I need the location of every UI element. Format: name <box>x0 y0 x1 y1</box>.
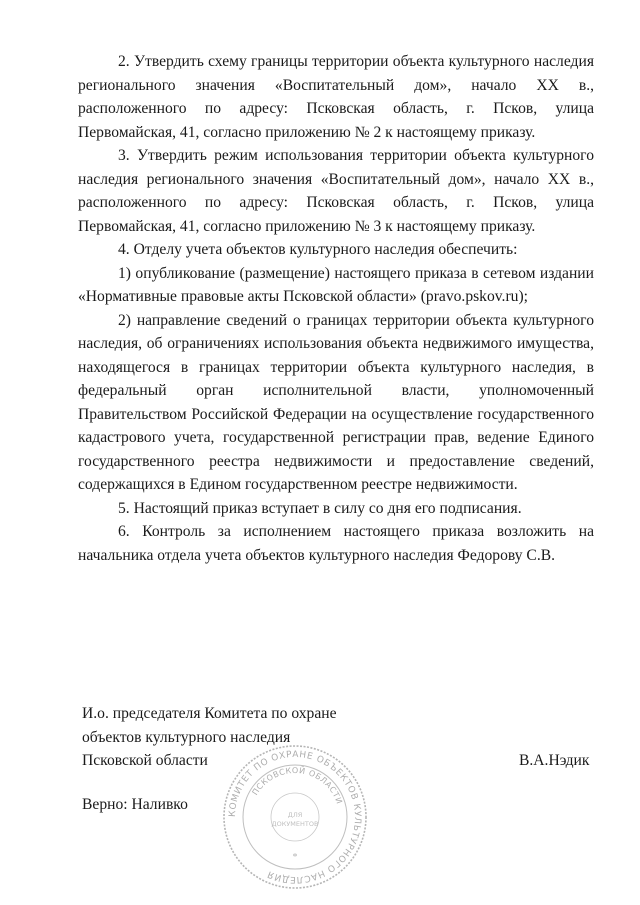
item-6: 6. Контроль за исполнением настоящего приказа возложить на начальника отдела учета объектов культурного наследия Федорову С.В. <box>78 523 594 564</box>
certified-copy-note: Верно: Наливко <box>82 796 188 813</box>
seal-outer-text: КОМИТЕТ ПО ОХРАНЕ ОБЪЕКТОВ КУЛЬТУРНОГО НАСЛЕДИЯ <box>227 749 363 885</box>
official-seal-stamp <box>220 742 370 892</box>
seal-star-icon: * <box>292 852 298 863</box>
item-4-1: 1) опубликование (размещение) настоящего приказа в сетевом издании «Нормативные правовые акты Псковской области» (pravo.pskov.ru); <box>78 264 594 305</box>
order-body <box>78 50 594 567</box>
item-2: 2. Утвердить схему границы территории объекта культурного наследия регионального значения «Воспитательный дом», начало XX в., расположенного по адресу: Псковская область, г. Псков, улица Первомайская, 41, согласно приложению № 2 к настоящему приказу. <box>78 53 594 141</box>
item-5: 5. Настоящий приказ вступает в силу со дня его подписания. <box>118 499 522 517</box>
signatory-line-3: Псковской области <box>82 752 208 769</box>
seal-center-line-2: ДОКУМЕНТОВ <box>271 820 319 828</box>
item-4-2: 2) направление сведений о границах территории объекта культурного наследия, об ограничениях использования объекта недвижимого имущества, находящегося в границах территории объекта культурного наследия, в федеральный орган исполнительной власти, уполномоченный Правительством Российской Федерации на осуществление государственного кадастрового учета, государственной регистрации прав, ведение Единого государственного реестра недвижимости и предоставление сведений, содержащихся в Едином государственном реестре недвижимости. <box>78 311 594 493</box>
item-3: 3. Утвердить режим использования территории объекта культурного наследия регионального значения «Воспитательный дом», начало XX в., расположенного по адресу: Псковская область, г. Псков, улица Первомайская, 41, согласно приложению № 3 к настоящему приказу. <box>78 147 594 235</box>
seal-center-line-1: ДЛЯ <box>287 811 303 819</box>
signatory-line-2: объектов культурного наследия <box>82 728 291 746</box>
signatory-name: В.А.Нэдик <box>519 752 590 769</box>
signatory-line-1: И.о. председателя Комитета по охране <box>82 705 337 722</box>
seal-inner-text: ПСКОВСКОЙ ОБЛАСТИ <box>250 765 344 806</box>
item-4: 4. Отделу учета объектов культурного наследия обеспечить: <box>118 241 518 258</box>
